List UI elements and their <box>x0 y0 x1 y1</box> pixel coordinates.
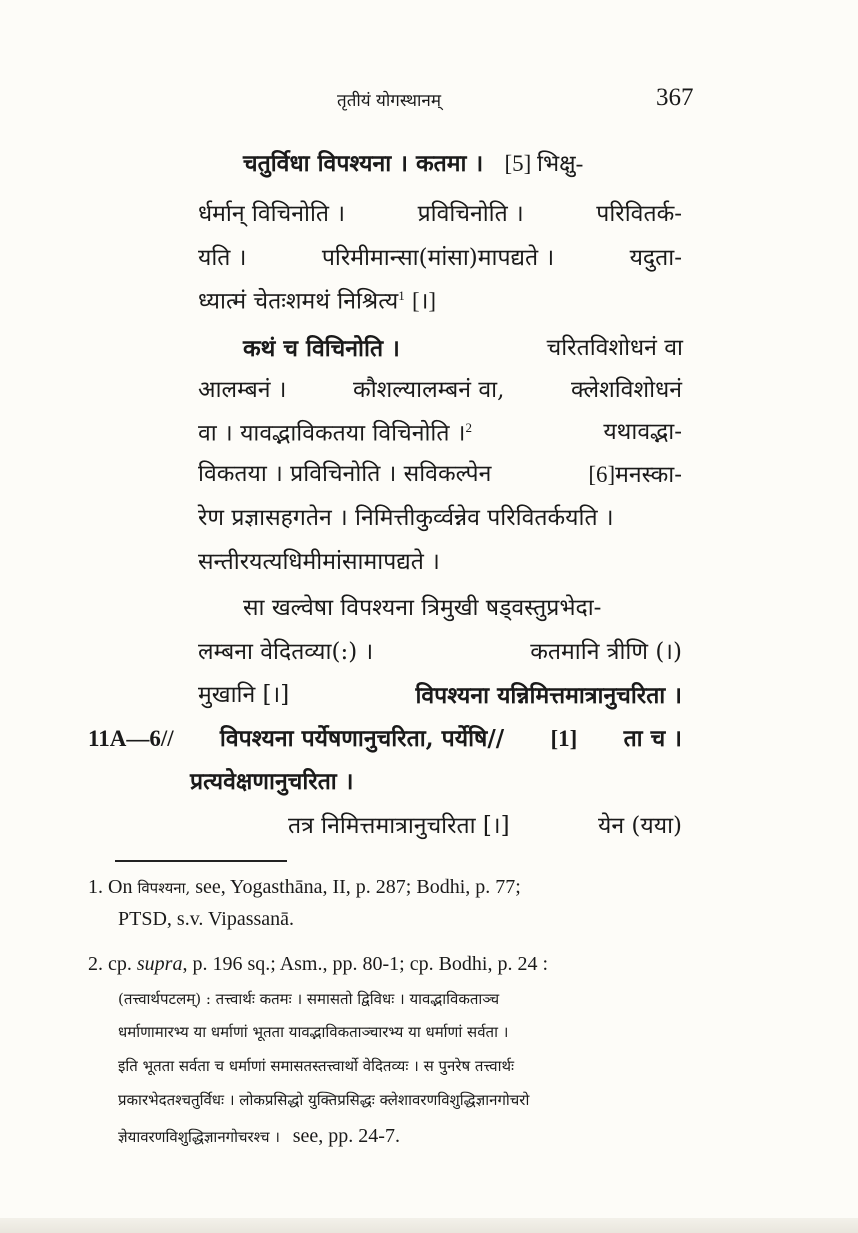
text-span: तत्र निमित्तमात्रानुचरिता [।] <box>288 813 510 839</box>
p3-line-1: सा खल्वेषा विपश्यना त्रिमुखी षड्वस्तुप्रभेदा- <box>243 595 602 621</box>
footnote-2-sanskrit-4: प्रकारभेदतश्चतुर्विधः । लोकप्रसिद्धो युक्तिप्रसिद्धः क्लेशावरणविशुद्धिज्ञानगोचरो <box>118 1091 530 1109</box>
text-span: र्धर्मान् विचिनोति । <box>198 201 346 227</box>
text-span: ता च । <box>623 725 682 752</box>
footnote-2-sanskrit-3: इति भूतता सर्वता च धर्माणां समासतस्तत्त्वार्थो वेदितव्यः । स पुनरेष तत्त्वार्थः <box>118 1057 515 1075</box>
text-span: लम्बना वेदितव्या(:) । <box>198 639 374 665</box>
footnote-2 <box>88 953 548 976</box>
text-span: क्लेशविशोधनं <box>570 377 682 403</box>
p3-line-4 <box>88 727 682 750</box>
text-span: विपश्यना यन्निमित्तमात्रानुचरिता । <box>415 682 682 709</box>
p2-line-3 <box>198 421 682 446</box>
text-span: ध्यात्मं चेतःशमथं निश्रित्य <box>198 288 399 315</box>
text-span: [1] <box>550 726 578 751</box>
text-span: विपश्यना पर्येषणानुचरिता, पर्येषि// <box>219 725 505 752</box>
p3-line-6 <box>288 815 682 838</box>
text-span: [।] <box>412 288 437 314</box>
running-title: तृतीयं योगस्थानम् <box>337 91 442 111</box>
text-span: ज्ञेयावरणविशुद्धिज्ञानगोचरश्च । <box>118 1128 280 1146</box>
text-span: see, Yogasthāna, II, p. 287; Bodhi, p. 77; <box>195 876 521 898</box>
text-span: परिवितर्क- <box>596 201 682 227</box>
text-span: मुखानि [।] <box>198 682 290 708</box>
text-span: कतमानि त्रीणि (।) <box>530 639 682 665</box>
footnote-number: 1. <box>88 876 103 898</box>
text-span: परिमीमान्सा(मांसा)मापद्यते । <box>321 245 555 271</box>
footnote-marker-2: 2 <box>465 420 473 435</box>
text-span: चरितविशोधनं वा <box>546 335 683 361</box>
text-span: विकतया । प्रविचिनोति । सविकल्पेन <box>198 461 492 487</box>
text-span: वा । यावद्भाविकतया विचिनोति । <box>198 420 466 447</box>
text-span: मनस्का- <box>615 462 682 488</box>
text-span: On <box>108 876 133 898</box>
text-span: विपश्यना, <box>137 879 191 897</box>
p1-ref: [5] भिक्षु- <box>504 151 584 176</box>
text-span: cp. <box>108 953 132 975</box>
page-edge <box>0 1218 858 1233</box>
footnote-2-sanskrit-1: (तत्त्वार्थपटलम्) : तत्त्वार्थः कतमः । समासतो द्विविधः । यावद्भाविकताञ्च <box>118 990 500 1008</box>
p1-line-2 <box>198 203 682 226</box>
p1-heading: चतुर्विधा विपश्यना । कतमा । <box>243 150 484 177</box>
p1-line-1 <box>243 152 583 176</box>
footnote-marker-1: 1 <box>398 288 405 303</box>
text-span: , p. 196 sq.; Asm., pp. 80-1; cp. Bodhi, p. 24 : <box>182 953 549 975</box>
footnote-rule <box>115 860 287 862</box>
text-span: कौशल्यालम्बनं वा, <box>353 377 505 403</box>
text-span: यति । <box>198 245 247 271</box>
text-span: प्रविचिनोति । <box>417 201 524 227</box>
p3-line-3 <box>198 684 682 707</box>
page-number: 367 <box>656 84 694 111</box>
p2-line-2 <box>198 379 682 402</box>
p3-line-2 <box>198 641 682 664</box>
manuscript-folio-ref: 11A—6// <box>88 726 174 751</box>
text-span: आलम्बनं । <box>198 377 287 403</box>
footnote-2-sanskrit-5 <box>118 1125 400 1148</box>
p2-line-6: सन्तीरयत्यधिमीमांसामापद्यते । <box>198 549 440 575</box>
footnote-1-line-2: PTSD, s.v. Vipassanā. <box>118 908 295 930</box>
text-span: येन (यया) <box>598 813 682 839</box>
p2-heading: कथं च विचिनोति । <box>243 335 400 362</box>
footnote-number: 2. <box>88 953 103 975</box>
p3-line-5: प्रत्यवेक्षणानुचरिता । <box>190 768 354 795</box>
p1-line-3 <box>198 247 682 270</box>
p1-line-4 <box>198 289 436 314</box>
p2-line-4 <box>198 463 682 487</box>
text-span: supra <box>136 953 183 975</box>
text-span: see, pp. 24-7. <box>292 1125 400 1147</box>
footnote-2-sanskrit-2: धर्माणामारभ्य या धर्माणां भूतता यावद्भाविकताञ्चारभ्य या धर्माणां सर्वता । <box>118 1023 509 1041</box>
text-span: यदुता- <box>629 245 682 271</box>
text-span: यथावद्भा- <box>603 419 682 445</box>
p2-line-1 <box>243 337 683 360</box>
text-span: [6] <box>588 462 616 487</box>
footnote-1 <box>88 876 521 899</box>
p2-line-5: रेण प्रज्ञासहगतेन । निमित्तीकुर्व्वन्नेव परिवितर्कयति । <box>198 505 614 531</box>
